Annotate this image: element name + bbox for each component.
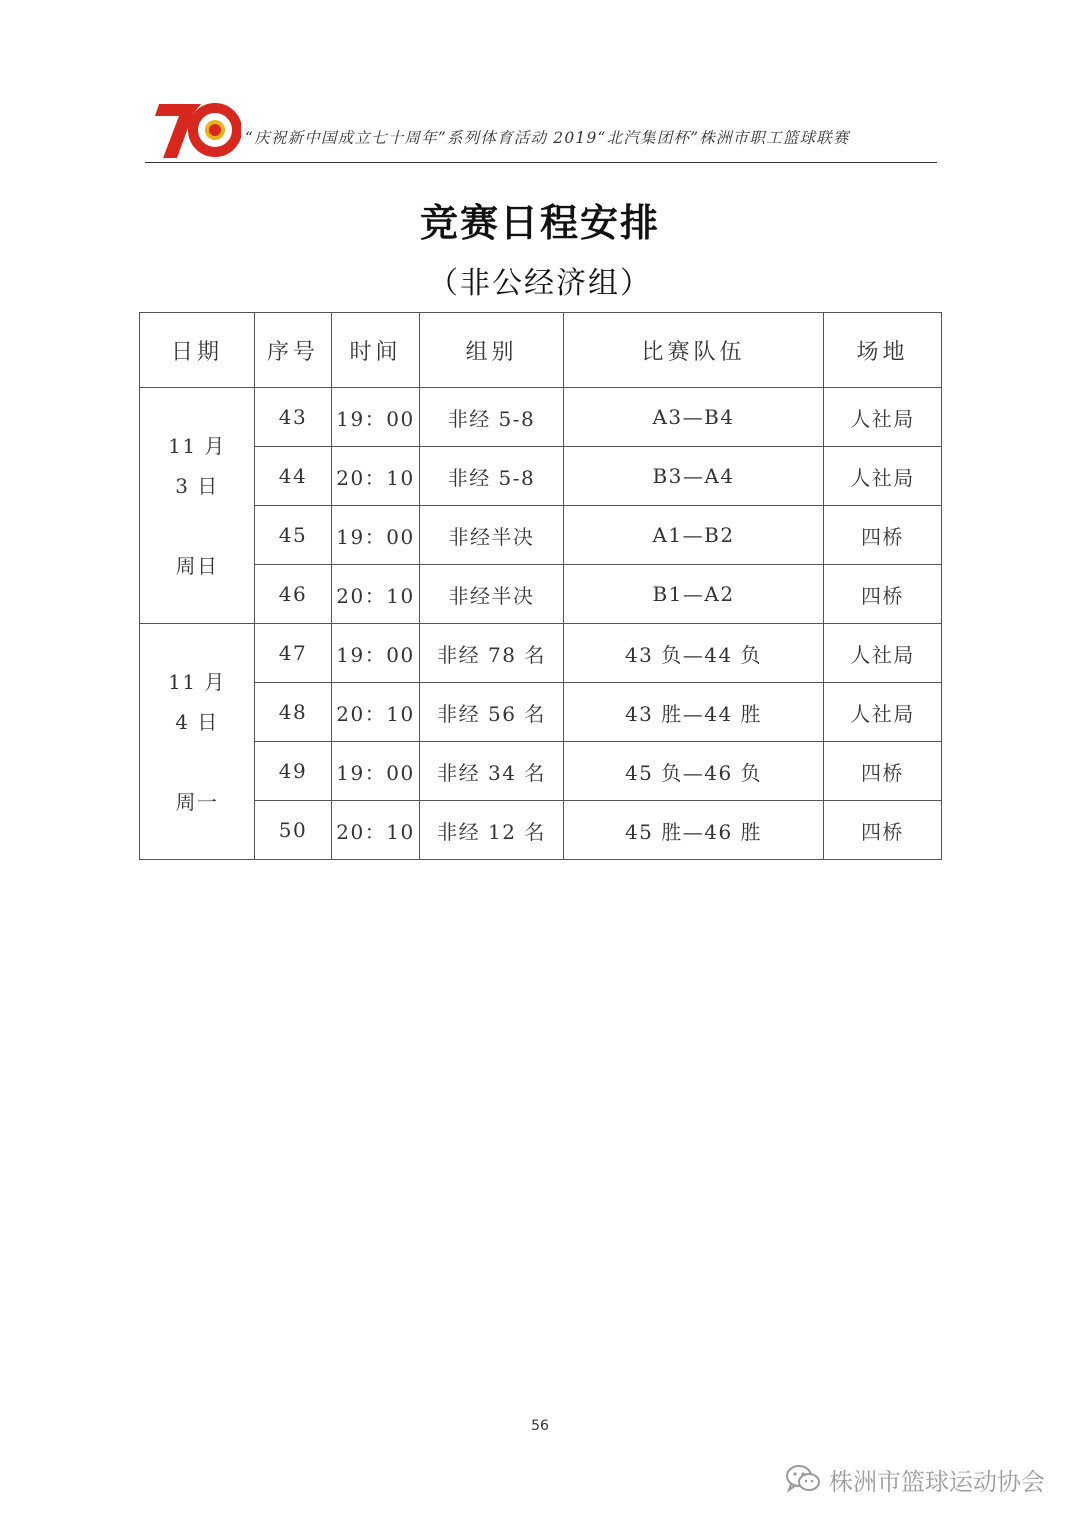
match-time: 19：00 — [332, 742, 420, 801]
match-venue: 四桥 — [824, 742, 942, 801]
match-teams: B3—A4 — [564, 447, 824, 506]
header-teams: 比赛队伍 — [564, 313, 824, 388]
header-group: 组别 — [420, 313, 564, 388]
table-header-row — [140, 313, 942, 388]
match-time: 19：00 — [332, 624, 420, 683]
header-date: 日期 — [140, 313, 255, 388]
table-row — [140, 506, 942, 565]
page-subtitle: （非公经济组） — [428, 266, 652, 301]
match-time: 19：00 — [332, 388, 420, 447]
table-row — [140, 624, 942, 683]
match-group: 非经半决 — [420, 506, 564, 565]
match-time: 19：00 — [332, 506, 420, 565]
watermark-text: 株洲市篮球运动协会 — [829, 1467, 1045, 1496]
header-number: 序号 — [255, 313, 332, 388]
table-row — [140, 388, 942, 447]
match-group: 非经半决 — [420, 565, 564, 624]
match-group: 非经 78 名 — [420, 624, 564, 683]
header-time: 时间 — [332, 313, 420, 388]
table-row — [140, 742, 942, 801]
wechat-watermark — [785, 1461, 1045, 1497]
schedule-table — [139, 312, 942, 860]
date-month: 11 月 — [168, 433, 226, 458]
match-time: 20：10 — [332, 683, 420, 742]
date-cell — [140, 624, 255, 860]
anniversary-70-logo — [149, 100, 241, 162]
match-number: 43 — [255, 388, 332, 447]
match-venue: 人社局 — [824, 683, 942, 742]
date-day: 3 日 — [175, 473, 219, 498]
page-number: 56 — [531, 1418, 549, 1434]
match-teams: B1—A2 — [564, 565, 824, 624]
match-venue: 人社局 — [824, 388, 942, 447]
match-time: 20：10 — [332, 447, 420, 506]
date-month: 11 月 — [168, 669, 226, 694]
date-weekday: 周日 — [175, 553, 219, 578]
page-title: 竞赛日程安排 — [419, 200, 660, 245]
table-row — [140, 447, 942, 506]
table-row — [140, 565, 942, 624]
match-teams: 45 胜—46 胜 — [564, 801, 824, 860]
match-number: 48 — [255, 683, 332, 742]
match-number: 47 — [255, 624, 332, 683]
match-number: 50 — [255, 801, 332, 860]
match-time: 20：10 — [332, 565, 420, 624]
match-group: 非经 5-8 — [420, 388, 564, 447]
match-group: 非经 34 名 — [420, 742, 564, 801]
match-time: 20：10 — [332, 801, 420, 860]
match-number: 44 — [255, 447, 332, 506]
match-venue: 四桥 — [824, 565, 942, 624]
table-row — [140, 683, 942, 742]
match-group: 非经 56 名 — [420, 683, 564, 742]
table-row — [140, 801, 942, 860]
match-venue: 人社局 — [824, 447, 942, 506]
match-group: 非经 12 名 — [420, 801, 564, 860]
document-header — [145, 98, 937, 163]
match-teams: A1—B2 — [564, 506, 824, 565]
match-group: 非经 5-8 — [420, 447, 564, 506]
date-cell — [140, 388, 255, 624]
wechat-icon — [785, 1464, 821, 1494]
date-day: 4 日 — [175, 709, 219, 734]
match-venue: 四桥 — [824, 801, 942, 860]
match-number: 49 — [255, 742, 332, 801]
match-teams: A3—B4 — [564, 388, 824, 447]
match-venue: 四桥 — [824, 506, 942, 565]
header-banner: “庆祝新中国成立七十周年”系列体育活动 2019“北汽集团杯”株洲市职工篮球联赛 — [245, 129, 850, 147]
match-venue: 人社局 — [824, 624, 942, 683]
match-teams: 43 负—44 负 — [564, 624, 824, 683]
match-teams: 45 负—46 负 — [564, 742, 824, 801]
header-venue: 场地 — [824, 313, 942, 388]
date-weekday: 周一 — [175, 789, 219, 814]
match-number: 45 — [255, 506, 332, 565]
match-number: 46 — [255, 565, 332, 624]
match-teams: 43 胜—44 胜 — [564, 683, 824, 742]
